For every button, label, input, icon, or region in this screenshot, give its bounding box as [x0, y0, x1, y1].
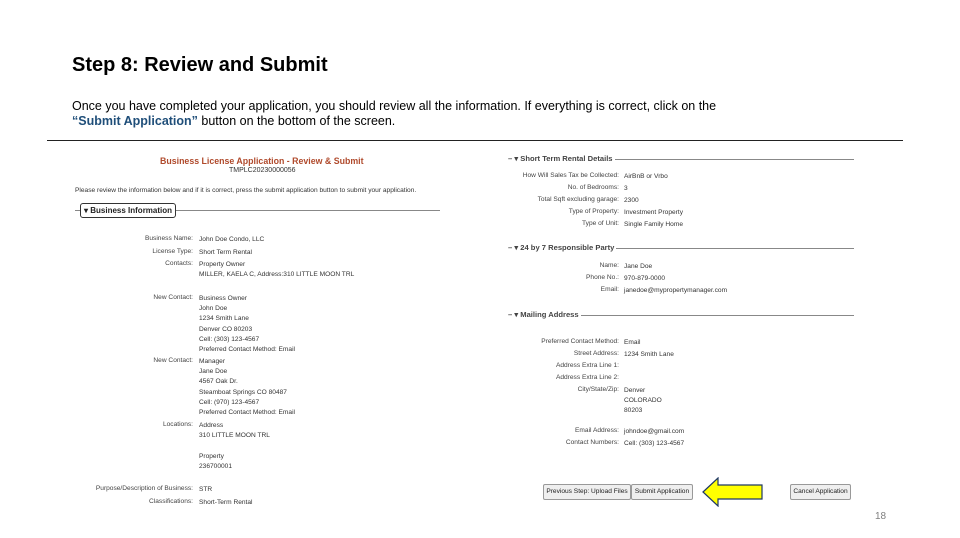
field-value: STR: [199, 486, 213, 493]
field-label: Street Address:: [573, 350, 619, 357]
field-value: 2300: [624, 197, 639, 204]
field-value: AirBnB or Vrbo: [624, 173, 668, 180]
field-value: janedoe@mypropertymanager.com: [624, 287, 728, 294]
field-value: Property Owner MILLER, KAELA C, Address:310 LITTLE MOON TRL: [199, 261, 355, 279]
field-value: Jane Doe: [624, 263, 653, 270]
field-label: New Contact:: [153, 294, 193, 301]
field-label: Email Address:: [575, 427, 619, 434]
field-label: License Type:: [152, 248, 193, 255]
field-label: Total Sqft excluding garage:: [537, 196, 619, 203]
form-instructions: Please review the information below and if it is correct, press the submit application button to submit your application.: [75, 187, 417, 194]
field-value: Denver COLORADO 80203: [624, 387, 662, 415]
field-label: No. of Bedrooms:: [567, 184, 619, 191]
field-label: How Will Sales Tax be Collected:: [522, 172, 619, 179]
field-value: 1234 Smith Lane: [624, 351, 674, 358]
field-label: Address Extra Line 1:: [555, 362, 619, 369]
page-number: 18: [875, 511, 887, 522]
intro-highlight: Submit Application: [78, 114, 192, 128]
field-value: John Doe Condo, LLC: [199, 236, 265, 243]
field-label: Locations:: [162, 421, 193, 428]
field-label: Address Extra Line 2:: [555, 374, 619, 381]
field-label: Purpose/Description of Business:: [95, 485, 193, 492]
intro-quote-close: ”: [191, 114, 198, 128]
field-value: Address 310 LITTLE MOON TRL Property 236700001: [199, 422, 270, 470]
field-value: 3: [624, 185, 628, 192]
field-value: 970-879-0000: [624, 275, 666, 282]
field-value: Investment Property: [624, 209, 684, 216]
field-label: Preferred Contact Method:: [541, 338, 619, 345]
submit-application-button[interactable]: Submit Application: [631, 484, 693, 500]
intro-quote-open: “: [72, 114, 79, 128]
field-value: Manager Jane Doe 4567 Oak Dr. Steamboat Springs CO 80487 Cell: (970) 123-4567 Preferred Contact Method: Email: [199, 358, 296, 417]
field-value: Short-Term Rental: [199, 499, 253, 506]
arrow-left-icon: [702, 477, 766, 507]
field-label: Contact Numbers:: [565, 439, 619, 446]
field-label: Phone No.:: [586, 274, 619, 281]
field-label: New Contact:: [153, 357, 193, 364]
field-label: Business Name:: [144, 235, 193, 242]
field-value: johndoe@gmail.com: [624, 428, 685, 435]
form-title: Business License Application - Review & Submit: [160, 156, 364, 166]
field-label: Email:: [600, 286, 619, 293]
field-label: Type of Property:: [568, 208, 619, 215]
mailing-address-toggle[interactable]: – ▾ Mailing Address: [508, 310, 579, 319]
field-value: Email: [624, 339, 641, 346]
cancel-application-button[interactable]: Cancel Application: [790, 484, 851, 500]
field-value: Cell: (303) 123-4567: [624, 440, 685, 447]
slide-divider: [47, 140, 903, 141]
business-info-toggle[interactable]: ▾ Business Information: [80, 203, 176, 218]
field-label: Contacts:: [165, 260, 193, 267]
field-value: Short Term Rental: [199, 249, 253, 256]
field-label: Classifications:: [149, 498, 193, 505]
intro-pre: Once you have completed your application, you should review all the information. If everything is correct, click on the: [72, 99, 717, 113]
field-value: Single Family Home: [624, 221, 683, 228]
form-id: TMPLC20230000056: [229, 167, 296, 174]
intro-post: button on the bottom of the screen.: [197, 114, 396, 128]
intro-text: [72, 99, 792, 129]
field-label: City/State/Zip:: [577, 386, 619, 393]
responsible-party-toggle[interactable]: – ▾ 24 by 7 Responsible Party: [508, 243, 615, 252]
previous-step-button[interactable]: Previous Step: Upload Files: [543, 484, 631, 500]
field-label: Type of Unit:: [581, 220, 619, 227]
slide-title: Step 8: Review and Submit: [72, 54, 328, 76]
field-label: Name:: [599, 262, 619, 269]
str-details-toggle[interactable]: – ▾ Short Term Rental Details: [508, 154, 613, 163]
field-value: Business Owner John Doe 1234 Smith Lane Denver CO 80203 Cell: (303) 123-4567 Preferred Contact Method: Email: [199, 295, 296, 354]
